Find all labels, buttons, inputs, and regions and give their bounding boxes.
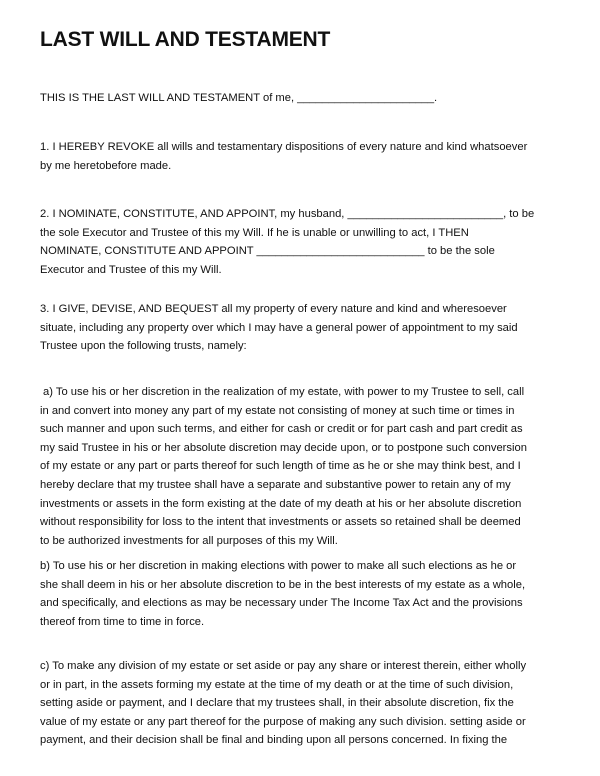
text-line: to be authorized investments for all purposes of this my Will. [40, 534, 338, 547]
clause-3c-paragraph [40, 657, 562, 750]
text-line: my said Trustee in his or her absolute discretion may decide upon, or to postpone such conversion [40, 441, 527, 454]
text-line: without responsibility for loss to the intent that investments or assets so retained shall be deemed [40, 516, 521, 529]
text-line: and specifically, and elections as may be necessary under The Income Tax Act and the provisions [40, 597, 523, 610]
clause-3-paragraph [40, 300, 562, 356]
clause-2-paragraph [40, 205, 562, 279]
text-line: payment, and their decision shall be final and binding upon all persons concerned. In fixing the [40, 734, 508, 747]
text-line: in and convert into money any part of my estate not consisting of money at such time or times in [40, 404, 515, 417]
text-line: 1. I HEREBY REVOKE all wills and testamentary dispositions of every nature and kind whatsoever [40, 141, 528, 153]
clause-1-paragraph [40, 138, 562, 175]
text-line: she shall deem in his or her absolute discretion to be in the best interests of my estate as a whole, [40, 578, 526, 591]
text-line: THIS IS THE LAST WILL AND TESTAMENT of me, ______________________. [40, 92, 438, 104]
text-line: situate, including any property over which I may have a general power of appointment to my said [40, 321, 518, 334]
text-line: the sole Executor and Trustee of this my Will. If he is unable or unwilling to act, I THEN [40, 226, 469, 239]
text-line: hereby declare that my trustee shall have a separate and substantive power to retain any of my [40, 478, 511, 491]
text-line: b) To use his or her discretion in making elections with power to make all such elections as he or [40, 560, 517, 572]
text-line: 2. I NOMINATE, CONSTITUTE, AND APPOINT, my husband, _________________________, to be [40, 208, 535, 220]
text-line: investments or assets in the form existing at the date of my death at his or her absolute discretion [40, 497, 522, 510]
text-line: of my estate or any part or parts thereof for such length of time as he or she may think best, and I [40, 460, 521, 473]
text-line: a) To use his or her discretion in the realization of my estate, with power to my Trustee to sell, call [43, 386, 525, 398]
text-line: value of my estate or any part thereof for the purpose of making any such division. setting aside or [40, 715, 526, 728]
text-line: setting aside or payment, and I declare that my trustees shall, in their absolute discretion, fix the [40, 697, 514, 710]
text-line: Trustee upon the following trusts, namely: [40, 340, 247, 353]
text-line: 3. I GIVE, DEVISE, AND BEQUEST all my property of every nature and kind and wheresoever [40, 303, 507, 315]
text-line: by me heretobefore made. [40, 159, 172, 172]
text-line: c) To make any division of my estate or set aside or pay any share or interest therein, either wholly [40, 660, 527, 672]
text-line: NOMINATE, CONSTITUTE AND APPOINT ___________________________ to be the sole [40, 245, 495, 258]
clause-3b-paragraph [40, 557, 562, 631]
intro-paragraph [40, 89, 562, 108]
text-line: or in part, in the assets forming my estate at the time of my death or at the time of such division, [40, 678, 514, 691]
document-title: LAST WILL AND TESTAMENT [40, 28, 331, 51]
text-line: such manner and upon such terms, and either for cash or credit or for part cash and part credit as [40, 423, 523, 436]
text-line: Executor and Trustee of this my Will. [40, 263, 222, 276]
text-line: thereof from time to time in force. [40, 615, 205, 628]
clause-3a-paragraph [40, 383, 562, 550]
